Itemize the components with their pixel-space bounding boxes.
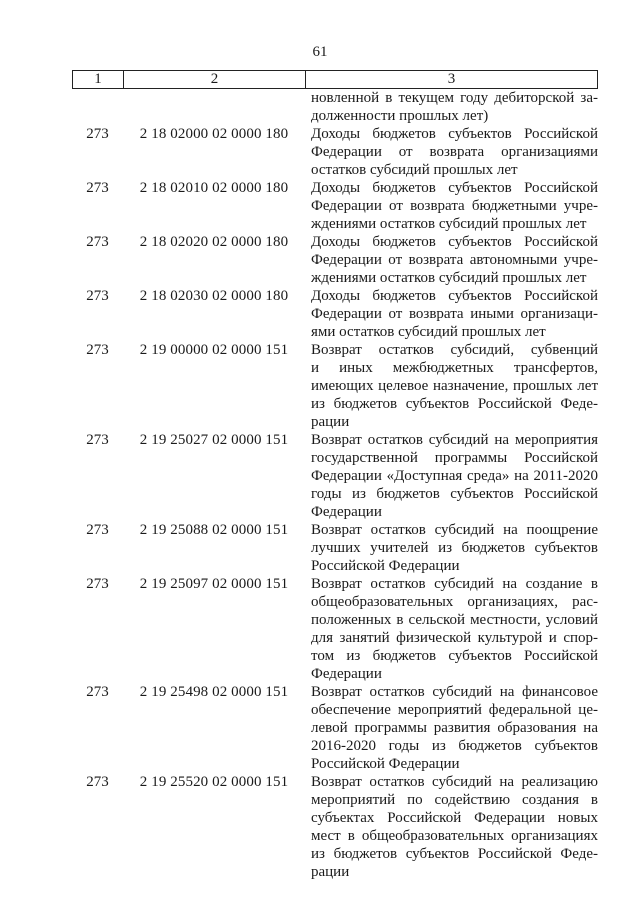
budget-code-cell [123,89,305,125]
income-name-line: том из бюджетов субъектов Российской [311,648,598,664]
table-row [72,575,598,683]
income-name-line: мероприятий по содействию создания в [311,792,598,808]
table-row [72,233,598,287]
income-name-line: остатков субсидий прошлых лет [311,162,518,178]
income-name-line: Федерации [311,666,382,682]
admin-code-cell: 273 [86,432,109,448]
income-name-line: Возврат остатков субсидий на реализацию [311,774,598,790]
income-name-line: Доходы бюджетов субъектов Российской [311,180,598,196]
income-name-cell [305,341,598,431]
budget-code-cell: 2 18 02020 02 0000 180 [139,234,289,250]
admin-code-cell: 273 [86,522,109,538]
income-name-cell [305,773,598,881]
table-row [72,341,598,431]
income-name-cell [305,179,598,233]
income-name-line: Федерации от возврата иными организаци- [311,306,598,322]
table-row [72,683,598,773]
admin-code-cell: 273 [86,234,109,250]
income-name-cell [305,233,598,287]
admin-code-cell: 273 [86,684,109,700]
income-name-line: Возврат остатков субсидий на финансовое [311,684,598,700]
income-name-line: Российской Федерации [311,558,460,574]
income-name-cell [305,89,598,125]
budget-code-cell: 2 19 25498 02 0000 151 [139,684,289,700]
table-row [72,179,598,233]
budget-code-cell: 2 18 02000 02 0000 180 [139,126,289,142]
income-name-line: Возврат остатков субсидий, субвенций [311,342,598,358]
budget-code-cell: 2 19 00000 02 0000 151 [139,342,289,358]
table-row [72,431,598,521]
budget-code-cell: 2 19 25520 02 0000 151 [139,774,289,790]
income-name-line: мест в общеобразовательных организациях [311,828,598,844]
income-name-line: Федерации от возврата бюджетными учре- [311,198,598,214]
income-name-line: из бюджетов субъектов Российской Феде- [311,396,598,412]
income-name-line: общеобразовательных организациях, рас- [311,594,598,610]
income-name-line: левой программы развития образования на [311,720,598,736]
income-name-line: ждениями остатков субсидий прошлых лет [311,216,587,232]
income-name-line: годы из бюджетов субъектов Российской [311,486,598,502]
income-name-line: Федерации «Доступная среда» на 2011-2020 [311,468,598,484]
header-col-1: 1 [73,71,124,88]
income-name-cell [305,287,598,341]
admin-code-cell: 273 [86,126,109,142]
income-name-line: долженности прошлых лет) [311,108,489,124]
income-name-line: и иных межбюджетных трансфертов, [311,360,598,376]
income-name-line: Федерации от возврата автономными учре- [311,252,598,268]
admin-code-cell: 273 [86,774,109,790]
table-row [72,773,598,881]
income-name-cell [305,431,598,521]
income-name-line: Возврат остатков субсидий на создание в [311,576,598,592]
admin-code-cell: 273 [86,342,109,358]
income-name-line: рации [311,864,350,880]
income-name-line: 2016-2020 годы из бюджетов субъектов [311,738,598,754]
admin-code-cell: 273 [86,288,109,304]
table-body [72,89,598,881]
income-name-line: лучших учителей из бюджетов субъектов [311,540,598,556]
table-row [72,125,598,179]
income-name-cell [305,683,598,773]
income-name-line: рации [311,414,350,430]
income-name-line: имеющих целевое назначение, прошлых лет [311,378,598,394]
table-row [72,287,598,341]
income-name-line: Возврат остатков субсидий на мероприятия [311,432,598,448]
budget-code-cell: 2 19 25027 02 0000 151 [139,432,289,448]
admin-code-cell: 273 [86,576,109,592]
budget-code-cell: 2 19 25097 02 0000 151 [139,576,289,592]
income-name-cell [305,125,598,179]
income-name-line: положенных в сельской местности, условий [311,612,598,628]
income-name-line: Доходы бюджетов субъектов Российской [311,234,598,250]
admin-code-cell [72,89,123,125]
income-name-line: Доходы бюджетов субъектов Российской [311,126,598,142]
admin-code-cell: 273 [86,180,109,196]
budget-code-cell: 2 19 25088 02 0000 151 [139,522,289,538]
income-name-line: ями остатков субсидий прошлых лет [311,324,546,340]
income-name-line: Федерации [311,504,382,520]
income-name-line: Возврат остатков субсидий на поощрение [311,522,598,538]
budget-code-cell: 2 18 02010 02 0000 180 [139,180,289,196]
header-col-3: 3 [447,71,456,87]
income-name-cell [305,521,598,575]
header-col-2: 2 [124,71,306,88]
income-name-line: для занятий физической культурой и спор- [311,630,598,646]
income-name-line: субъектах Российской Федерации новых [311,810,598,826]
income-name-line: государственной программы Российской [311,450,598,466]
table-row [72,521,598,575]
income-name-line: обеспечение мероприятий федеральной це- [311,702,598,718]
page-number: 61 [312,44,328,60]
income-name-line: Федерации от возврата организациями [311,144,598,160]
income-name-cell [305,575,598,683]
budget-code-cell: 2 18 02030 02 0000 180 [139,288,289,304]
table-header [72,70,598,89]
income-name-line: Российской Федерации [311,756,460,772]
income-name-line: новленной в текущем году дебиторской за- [311,90,598,106]
table-row [72,89,598,125]
income-name-line: ждениями остатков субсидий прошлых лет [311,270,587,286]
income-name-line: из бюджетов субъектов Российской Феде- [311,846,598,862]
income-name-line: Доходы бюджетов субъектов Российской [311,288,598,304]
